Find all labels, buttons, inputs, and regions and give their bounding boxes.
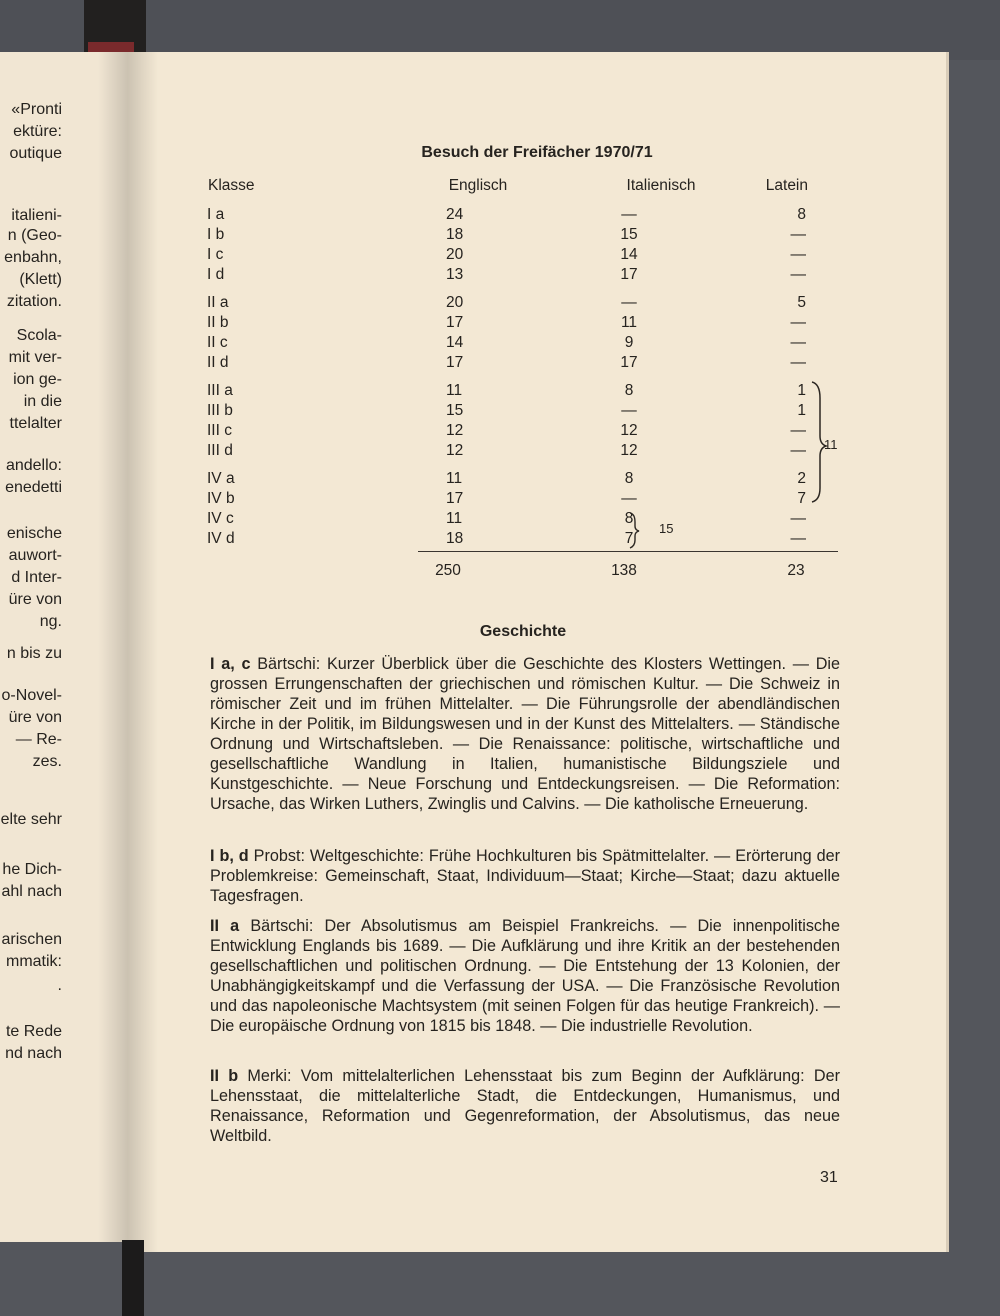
table-title: Besuch der Freifächer 1970/71 [421,144,653,161]
left-page-text-line: o-Novel- [1,687,62,704]
left-page-text-line: ahl nach [1,883,62,900]
cell-englisch: 11 [446,470,463,487]
latein-group-total: 11 [824,437,838,452]
cell-klasse: IV a [207,470,235,487]
left-page-text-line: — Re- [15,731,62,748]
cell-italienisch: — [621,206,637,223]
left-page-text-line: ttelalter [9,415,62,432]
left-page-text-line: (Klett) [19,271,62,288]
history-entry [210,1066,840,1146]
cell-latein: 5 [797,294,806,311]
cell-englisch: 11 [446,510,463,527]
left-page-text-line: enedetti [5,479,62,496]
cell-latein: — [790,246,806,263]
left-page [0,52,132,1242]
cell-englisch: 18 [446,530,464,547]
cell-italienisch: 12 [620,442,638,459]
history-entry [210,916,840,1036]
cell-englisch: 24 [446,206,464,223]
left-page-text-line: in die [23,393,62,410]
cell-englisch: 14 [446,334,464,351]
left-page-text-line: zitation. [6,293,62,310]
cell-klasse: II a [207,294,229,311]
right-page [128,52,946,1252]
cell-englisch: 11 [446,382,463,399]
entry-classes: II a [210,917,240,935]
entry-text: Probst: Weltgeschichte: Frühe Hochkulturen bis Spätmittelalter. — Erörterung der Problemkreise: Gemeinschaft, Staat, Individuum—Staat; Kirche—Staat; dazu aktuelle Tagesfragen. [210,847,841,905]
cell-latein: — [790,422,806,439]
cell-italienisch: 11 [620,314,638,331]
cell-klasse: II c [207,334,228,351]
cell-klasse: II b [207,314,229,331]
left-page-text-line: n bis zu [6,645,62,662]
left-page-text-line: mmatik: [6,953,62,970]
italienisch-group-total: 15 [659,521,674,536]
brace-marks [128,52,946,572]
left-page-text-line: ion ge- [13,371,62,388]
cell-latein: — [790,354,806,371]
cell-englisch: 12 [446,422,464,439]
cell-latein: — [790,314,806,331]
cell-italienisch: — [621,490,637,507]
cell-klasse: I c [207,246,224,263]
left-page-text-line: arischen [1,931,62,948]
left-page-text-line: andello: [5,457,62,474]
page-number: 31 [820,1169,838,1186]
left-page-text-line: . [57,977,62,994]
cell-latein: — [790,266,806,283]
italienisch-group-brace [630,513,639,548]
cell-klasse: I d [207,266,225,283]
cell-italienisch: — [621,402,637,419]
total-latein: 23 [787,562,805,579]
cell-englisch: 20 [446,246,464,263]
column-header-klasse: Klasse [208,177,255,194]
cell-latein: 7 [797,490,806,507]
column-header-englisch: Englisch [448,177,508,194]
cell-klasse: III a [207,382,233,399]
left-page-text-line: «Pronti [11,101,62,118]
cell-englisch: 17 [446,314,464,331]
cell-englisch: 17 [446,490,464,507]
cell-klasse: III c [207,422,232,439]
cell-italienisch: 15 [620,226,638,243]
left-page-text-line: te Rede [5,1023,62,1040]
left-page-text-line: üre von [8,709,62,726]
section-heading: Geschichte [479,623,567,640]
left-page-text-line: italieni- [11,207,62,224]
entry-classes: I b, d [210,847,249,865]
left-page-text-line: zes. [32,753,62,770]
cell-englisch: 13 [446,266,464,283]
cell-latein: 1 [797,402,806,419]
history-entry [210,654,840,814]
cell-italienisch: 9 [624,334,634,351]
left-page-text-line: elte sehr [0,811,62,828]
cell-klasse: I b [207,226,225,243]
left-page-text-line: nd nach [5,1045,62,1062]
background-top [0,0,1000,60]
entry-text: Bärtschi: Der Absolutismus am Beispiel Frankreichs. — Die innenpolitische Entwicklung Englands bis 1689. — Die Aufklärung und ihre Kritik an der bestehenden gesellschaftlichen und politischen Ordnung. — Die Entstehung der 13 Kolonien, der Unabhängigkeitskampf und die Verfassung der USA. — Die Französische Revolution und das napoleonische Machtsystem (mit seinen Folgen für das heutige Frankreich). — Die europäische Ordnung von 1815 bis 1848. — Die industrielle Revolution. [210,917,841,1035]
cell-italienisch: 8 [624,510,634,527]
cell-italienisch: — [621,294,637,311]
cell-italienisch: 8 [624,470,634,487]
history-entry [210,846,840,906]
cell-klasse: I a [207,206,225,223]
cell-klasse: IV d [207,530,235,547]
entry-text: Bärtschi: Kurzer Überblick über die Geschichte des Klosters Wettingen. — Die grossen Errungenschaften der griechischen und römischen Kultur. — Die Schweiz in römischer Zeit und im frühen Mittelalter. — Die Führungsrolle der abendländischen Kirche in der Politik, im Bildungswesen und in der Kunst des Mittelalters. — Ständische Ordnung und Wirtschaftsleben. — Die Renaissance: politische, wirtschaftliche und gesellschaftliche Wandlung in Italien, humanistische Bildungsziele und Kunstgeschichte. — Neue Forschung und Entdeckungsreisen. — Die Reformation: Ursache, das Wirken Luthers, Zwinglis und Calvins. — Die katholische Erneuerung. [210,655,840,813]
cell-klasse: IV c [207,510,234,527]
cell-italienisch: 7 [624,530,634,547]
cell-italienisch: 17 [620,266,638,283]
cell-italienisch: 17 [620,354,638,371]
left-page-text-line: auwort- [8,547,62,564]
cell-latein: — [790,442,806,459]
cell-latein: — [790,510,806,527]
cell-italienisch: 12 [620,422,638,439]
cell-latein: — [790,226,806,243]
left-page-text-line: enbahn, [4,249,62,266]
cell-englisch: 17 [446,354,464,371]
entry-classes: I a, c [210,655,251,673]
cell-englisch: 12 [446,442,464,459]
cell-englisch: 20 [446,294,464,311]
cell-klasse: III d [207,442,233,459]
left-page-text-line: mit ver- [8,349,62,366]
cell-latein: 8 [797,206,806,223]
left-gutter-shadow [98,52,132,1242]
bookmark-ribbon-bottom [122,1240,144,1316]
cell-englisch: 18 [446,226,464,243]
cell-italienisch: 14 [620,246,638,263]
cell-klasse: III b [207,402,233,419]
cell-englisch: 15 [446,402,464,419]
column-header-latein: Latein [765,177,808,194]
entry-classes: II b [210,1067,239,1085]
total-italienisch: 138 [611,562,637,579]
cell-italienisch: 8 [624,382,634,399]
cell-latein: 1 [797,382,806,399]
cell-latein: — [790,530,806,547]
left-page-text-line: outique [9,145,62,162]
left-page-text-line: n (Geo- [7,227,62,244]
cell-latein: — [790,334,806,351]
cell-latein: 2 [797,470,806,487]
left-page-text-line: d Inter- [11,569,62,586]
left-page-text-line: enische [6,525,62,542]
left-page-text-line: üre von [8,591,62,608]
left-page-text-line: ng. [39,613,62,630]
total-englisch: 250 [435,562,461,579]
left-page-text-line: ektüre: [13,123,62,140]
cell-klasse: II d [207,354,229,371]
left-page-text-line: Scola- [16,327,62,344]
column-header-italienisch: Italienisch [626,177,696,194]
left-page-text-line: he Dich- [2,861,62,878]
cell-klasse: IV b [207,490,235,507]
entry-text: Merki: Vom mittelalterlichen Lehensstaat bis zum Beginn der Aufklärung: Der Lehensstaat, die mittelalterliche Stadt, die Entdeckungen, Humanismus, und Renaissance, Reformation und Gegenreformation, der Absolutismus, das neue Weltbild. [210,1067,840,1145]
